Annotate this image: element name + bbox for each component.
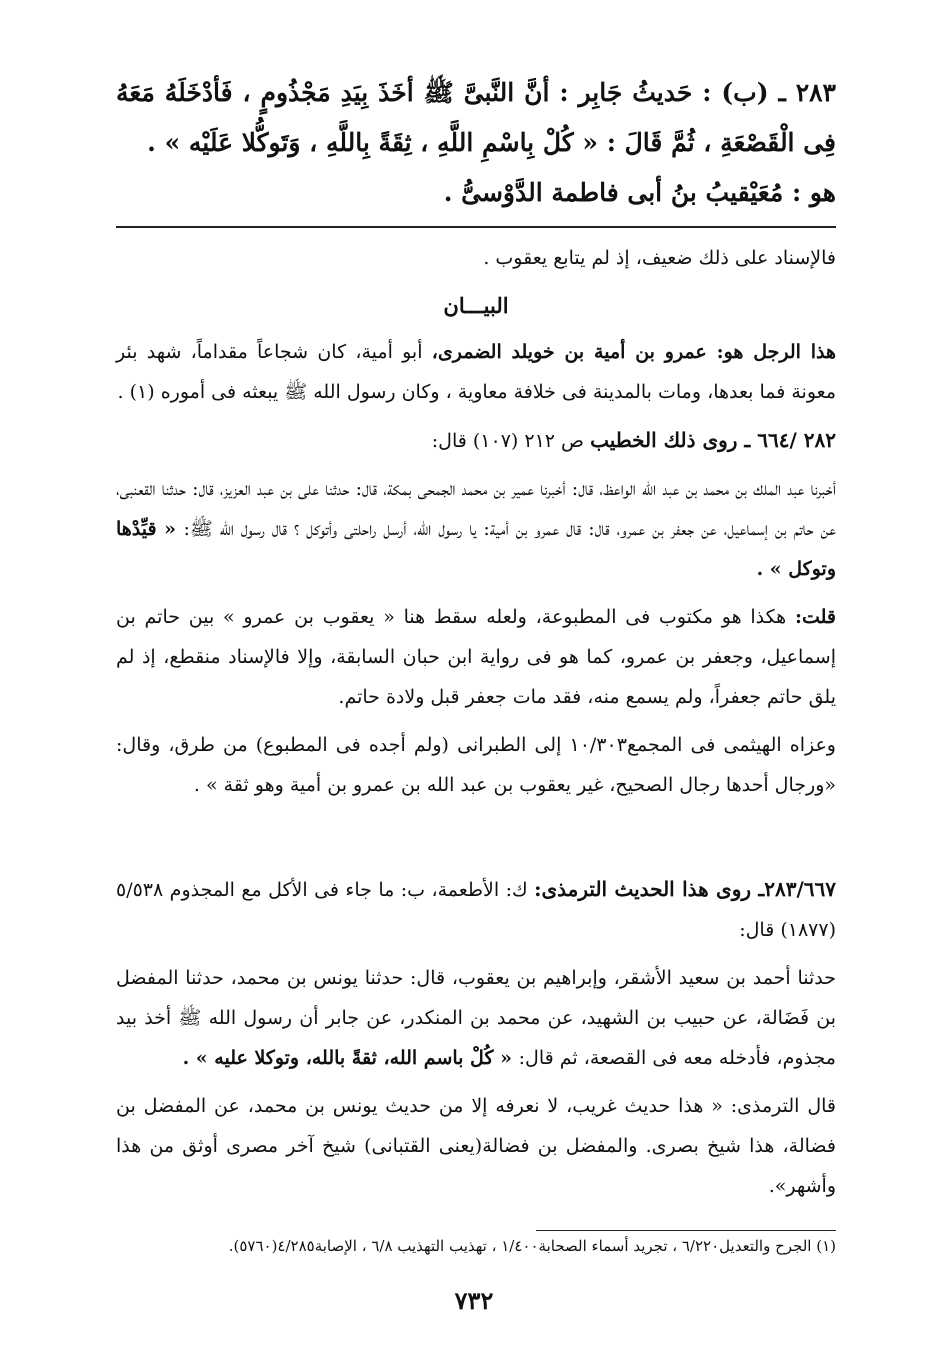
khatib-ref-lead: ٢٨٢ /٦٦٤ ـ روى ذلك الخطيب: [590, 428, 836, 452]
tirmidhi-ref-text: ك: الأطعمة، ب: ما جاء فى الأكل مع المجذوم ٥/٥٣٨ (١٨٧٧) قال:: [116, 879, 836, 941]
hadith-line: ٢٨٣ ـ (ب) : حَديثُ جَابِر : أنَّ النَّبىَّ ﷺ أخَذَ بِيَدِ مَجْذُومٍ ، فَأدْخَلَهُ مَعَهُ فِى الْقَصْعَةِ ، ثُمَّ قَالَ : « كُلْ بِاسْمِ اللَّهِ ، ثِقَةً بِاللَّهِ ، وَتَوكُّلا عَلَيْه » .: [116, 78, 836, 157]
tirmidhi-chain-text: حدثنا أحمد بن سعيد الأشقر، وإبراهيم بن يعقوب، قال: حدثنا يونس بن محمد، حدثنا المفضل بن فَضَالة، عن حبيب بن الشهيد، عن محمد بن المنكدر، عن جابر أن رسول الله ﷺ أخذ بيد مجذوم، فأدخله معه فى القصعة، ثم قال:: [116, 967, 836, 1069]
khatib-ref-text: ص ٢١٢ (١٠٧) قال:: [431, 430, 591, 452]
section-heading: البيـــان: [443, 293, 509, 318]
bio-lead: هذا الرجل هو: عمرو بن أمية بن خويلد الضمرى،: [431, 341, 836, 363]
section-divider: [116, 226, 836, 228]
hadith-text: [116, 68, 836, 218]
author-note-lead: قلت:: [794, 606, 836, 628]
paragraph-haythami: وعزاه الهيثمى فى المجمع١٠/٣٠٣ إلى الطبرانى (ولم أجده فى المطبوع) من طرق، وقال: «ورجال أحدها رجال الصحيح، غير يعقوب بن عبد الله بن عمرو بن أمية وهو ثقة » .: [116, 734, 836, 796]
tirmidhi-ref-lead: ٢٨٣/٦٦٧ـ روى هذا الحديث الترمذى:: [534, 877, 837, 901]
paragraph-khatib-chain: [116, 469, 836, 589]
paragraph-narrator-bio: [116, 332, 836, 412]
footnote-divider: [536, 1230, 836, 1231]
paragraph-isnad-note: فالإسناد على ذلك ضعيف، إذ لم يتابع يعقوب .: [483, 247, 836, 269]
paragraph-tirmidhi-chain: [116, 958, 836, 1078]
khatib-chain-quote: « قيِّدْها وتوكل » .: [116, 518, 836, 580]
commentary-body: [116, 238, 836, 1214]
paragraph-khatib-ref: [116, 420, 836, 461]
page-number: ٧٣٢: [454, 1286, 494, 1315]
tirmidhi-chain-quote: « كُلْ باسم الله، ثقةً بالله، وتوكلا عليه » .: [182, 1047, 519, 1069]
footnote: (١) الجرح والتعديل٦/٢٢٠ ، تجريد أسماء الصحابة١/٤٠٠ ، تهذيب التهذيب ٦/٨ ، الإصابة٤/٢٨٥(٥٧٦٠).: [228, 1237, 836, 1255]
paragraph-gap: [116, 813, 836, 869]
khatib-chain-text: أخبرنا عبد الملك بن محمد بن عبد الله الواعظ، قال: أخبرنا عمير بن محمد الجمحى بمكة، قال: حدثنا على بن عبد العزيز، قال: حدثنا القعنبى، عن حاتم بن إسماعيل، عن جعفر بن عمرو، قال: قال عمرو بن أمية: يا رسول الله، أرسل راحلتى وأتوكل ؟ قال رسول الله ﷺ:: [116, 478, 836, 540]
bio-text: أبو أمية، كان شجاعاً مقداماً، شهد بئر معونة فما بعدها، ومات بالمدينة فى خلافة معاوية ، وكان رسول الله ﷺ يبعثه فى أموره (١) .: [116, 341, 836, 403]
paragraph-tirmidhi-grading: قال الترمذى: « هذا حديث غريب، لا نعرفه إلا من حديث يونس بن محمد، عن المفضل بن فضالة، هذا شيخ بصرى. والمفضل بن فضالة(يعنى القتبانى) شيخ آخر مصرى أوثق من هذا وأشهر».: [116, 1095, 836, 1197]
paragraph-tirmidhi-ref: [116, 869, 836, 950]
paragraph-author-note: [116, 597, 836, 717]
hadith-narrator-line: هو : مُعَيْقيبُ بنُ أبى فاطمة الدَّوْسىُّ .: [443, 178, 836, 207]
author-note-text: هكذا هو مكتوب فى المطبوعة، ولعله سقط هنا « يعقوب بن عمرو » بين حاتم بن إسماعيل، وجعفر بن عمرو، كما هو فى رواية ابن حبان السابقة، وإلا فالإسناد منقطع، إذ لم يلق حاتم جعفراً، ولم يسمع منه، فقد مات جعفر قبل ولادة حاتم.: [116, 606, 836, 708]
